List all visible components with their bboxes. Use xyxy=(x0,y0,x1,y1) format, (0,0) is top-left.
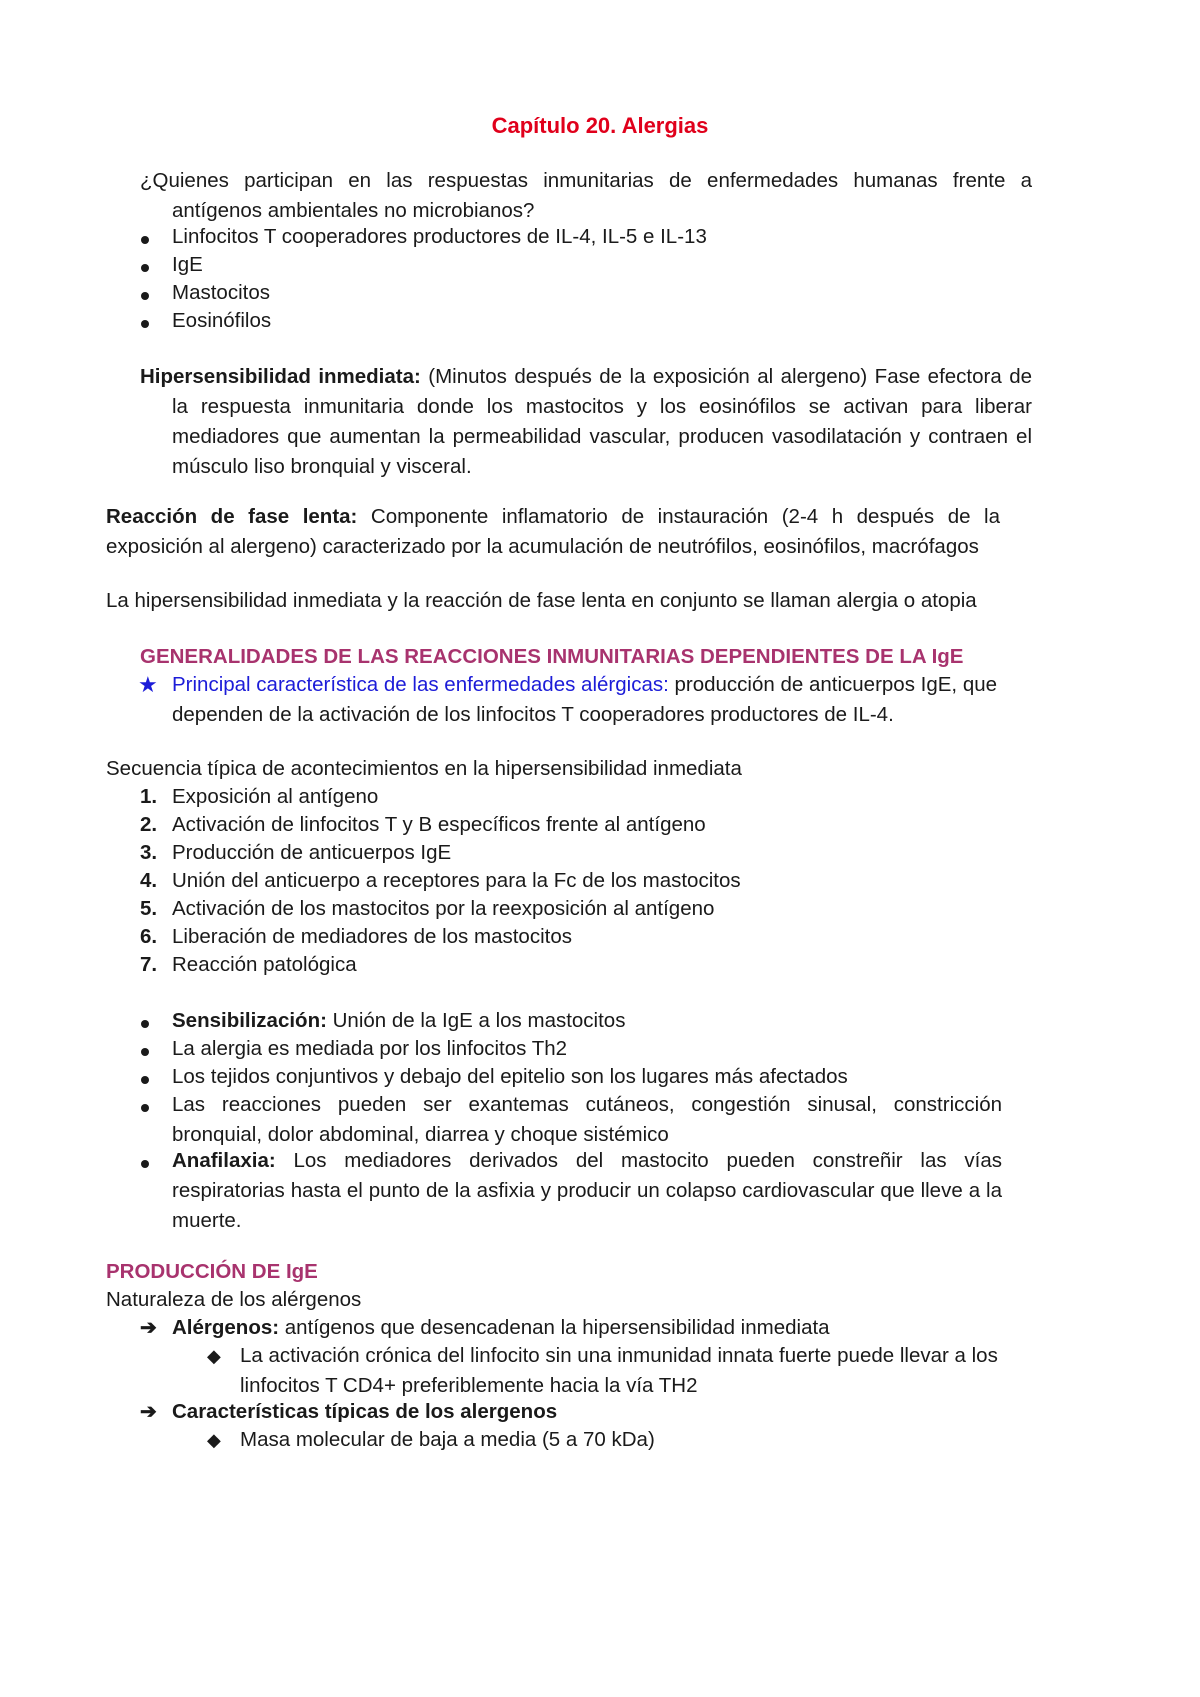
bullet-icon xyxy=(141,320,149,328)
step-number: 2. xyxy=(140,813,158,836)
step-text: Activación de linfocitos T y B específicos frente al antígeno xyxy=(172,813,706,836)
question-paragraph: ¿Quienes participan en las respuestas inmunitarias de enfermedades humanas frente a antígenos ambientales no microbianos? xyxy=(140,169,1032,222)
reacciones-item: Las reacciones pueden ser exantemas cutáneos, congestión sinusal, constricción bronquial, dolor abdominal, diarrea y choque sistémico xyxy=(172,1093,1002,1146)
fase-lenta-paragraph xyxy=(106,502,1000,562)
list-item: Linfocitos T cooperadores productores de IL-4, IL-5 e IL-13 xyxy=(172,225,707,248)
sensibilizacion-text: Unión de la IgE a los mastocitos xyxy=(326,1009,626,1032)
anafilaxia-term: Anafilaxia: xyxy=(172,1149,276,1172)
step-text: Producción de anticuerpos IgE xyxy=(172,841,452,864)
th2-item: La alergia es mediada por los linfocitos Th2 xyxy=(172,1037,568,1060)
produccion-heading: PRODUCCIÓN DE IgE xyxy=(106,1260,318,1283)
secuencia-intro: Secuencia típica de acontecimientos en la hipersensibilidad inmediata xyxy=(106,757,742,780)
bullet-icon xyxy=(141,1048,149,1056)
generalidades-heading: GENERALIDADES DE LAS REACCIONES INMUNITARIAS DEPENDIENTES DE LA IgE xyxy=(140,645,964,668)
caracteristicas-item: Características típicas de los alergenos xyxy=(172,1400,558,1423)
step-text: Activación de los mastocitos por la reexposición al antígeno xyxy=(172,897,715,920)
fase-lenta-text: Componente inflamatorio de instauración (2-4 h después de la exposición al alergeno) caracterizado por la acumulación de neutrófilos, eosinófilos, macrófagos xyxy=(106,505,1000,558)
bullet-icon xyxy=(141,264,149,272)
page-title: Capítulo 20. Alergias xyxy=(491,113,709,138)
star-blue-text: Principal característica de las enfermedades alérgicas: xyxy=(172,673,669,696)
hipersensibilidad-term: Hipersensibilidad inmediata: xyxy=(140,365,421,388)
masa-item: Masa molecular de baja a media (5 a 70 kDa) xyxy=(240,1428,655,1451)
fase-lenta-term: Reacción de fase lenta: xyxy=(106,505,358,528)
conjunto-paragraph: La hipersensibilidad inmediata y la reacción de fase lenta en conjunto se llaman alergia o atopia xyxy=(106,589,977,612)
generalidades-star-item xyxy=(172,670,1002,730)
step-text: Unión del anticuerpo a receptores para la Fc de los mastocitos xyxy=(172,869,741,892)
step-number: 1. xyxy=(140,785,158,808)
hipersensibilidad-paragraph xyxy=(140,362,1032,482)
list-item: Mastocitos xyxy=(172,281,270,304)
anafilaxia-text: Los mediadores derivados del mastocito pueden constreñir las vías respiratorias hasta el punto de la asfixia y producir un colapso cardiovascular que lleve a la muerte. xyxy=(172,1149,1002,1232)
alergenos-term: Alérgenos: xyxy=(172,1316,280,1339)
bullet-icon xyxy=(141,1020,149,1028)
step-number: 3. xyxy=(140,841,158,864)
anafilaxia-item xyxy=(172,1146,1002,1236)
hipersensibilidad-text: (Minutos después de la exposición al alergeno) Fase efectora de la respuesta inmunitaria donde los mastocitos y los eosinófilos se activan para liberar mediadores que aumentan la permeabilidad vascular, producen vasodilatación y contraen el músculo liso bronquial y visceral. xyxy=(172,365,1032,478)
sensibilizacion-term: Sensibilización: xyxy=(172,1009,327,1032)
sensibilizacion-item xyxy=(172,1006,625,1036)
produccion-subheading: Naturaleza de los alérgenos xyxy=(106,1288,362,1311)
alergenos-item xyxy=(172,1313,830,1343)
tejidos-item: Los tejidos conjuntivos y debajo del epitelio son los lugares más afectados xyxy=(172,1065,848,1088)
step-number: 4. xyxy=(140,869,158,892)
step-text: Exposición al antígeno xyxy=(172,785,379,808)
bullet-icon xyxy=(141,1104,149,1112)
step-text: Reacción patológica xyxy=(172,953,357,976)
arrow-icon: ➔ xyxy=(140,1317,157,1339)
arrow-icon: ➔ xyxy=(140,1401,157,1423)
step-number: 5. xyxy=(140,897,158,920)
diamond-icon: ◆ xyxy=(207,1430,221,1450)
activacion-item: La activación crónica del linfocito sin una inmunidad innata fuerte puede llevar a los linfocitos T CD4+ preferiblemente hacia la vía TH2 xyxy=(240,1344,998,1397)
star-icon: ★ xyxy=(138,672,158,697)
bullet-icon xyxy=(141,292,149,300)
bullet-icon xyxy=(141,1160,149,1168)
step-number: 6. xyxy=(140,925,158,948)
step-text: Liberación de mediadores de los mastocitos xyxy=(172,925,572,948)
list-item: IgE xyxy=(172,253,203,276)
diamond-icon: ◆ xyxy=(207,1346,221,1366)
bullet-icon xyxy=(141,236,149,244)
alergenos-text: antígenos que desencadenan la hipersensibilidad inmediata xyxy=(279,1316,830,1339)
star-text: producción de anticuerpos IgE, que dependen de la activación de los linfocitos T cooperadores productores de IL-4. xyxy=(172,673,998,726)
step-number: 7. xyxy=(140,953,158,976)
list-item: Eosinófilos xyxy=(172,309,272,332)
bullet-icon xyxy=(141,1076,149,1084)
